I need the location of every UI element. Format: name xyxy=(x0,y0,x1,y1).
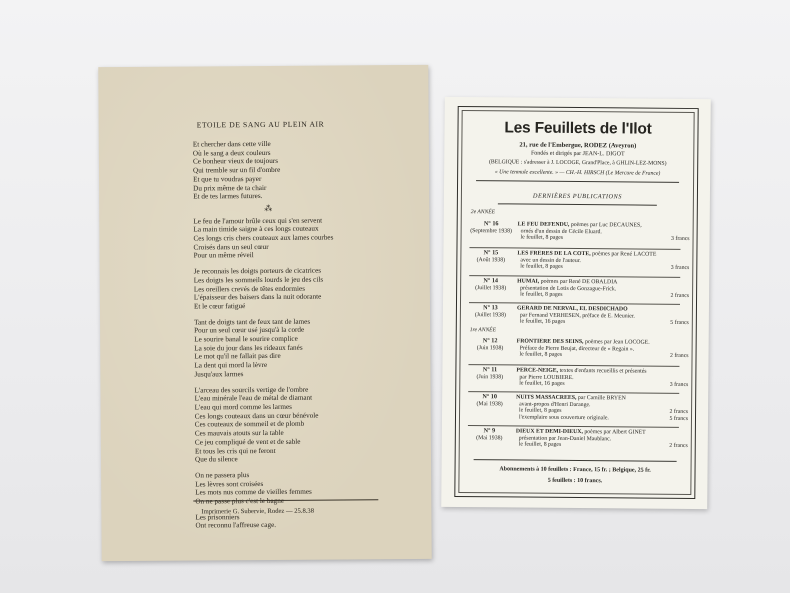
entry-format-line xyxy=(516,442,688,450)
poem-line: Pour un seul cœur usé jusqu'à la corde xyxy=(194,326,305,335)
poem-line: La dent qui mord la lèvre xyxy=(194,361,268,370)
entry-number xyxy=(467,250,514,264)
poem-line: Tant de doigts tant de feux tant de lames xyxy=(194,317,311,327)
poem-line: L'épaisseur des baisers dans la nuit odorante xyxy=(193,292,322,302)
entry-credit: Préface de Pierre Beujat, directeur de « Regain ». xyxy=(519,345,635,353)
entry-date: (Septembre 1938) xyxy=(470,227,512,235)
poem-sheet xyxy=(98,65,431,561)
poem-line: L'arceau des sourcils vertige de l'ombre xyxy=(194,385,309,395)
entry-title: HUMAI, xyxy=(517,278,540,285)
entry-price: 3 francs xyxy=(670,265,690,272)
entry-author: poèmes par Albert GINET xyxy=(582,429,646,436)
year-label: 1re ANNÉE xyxy=(469,327,497,334)
entry-price: 2 francs xyxy=(670,293,690,300)
poem-line: Le feu de l'amour brûle ceux qui s'en servent xyxy=(193,216,323,226)
entry-issue: N° 11 xyxy=(482,366,498,374)
entry-format: l'exemplaire sous couverture originale. xyxy=(518,414,609,422)
entry-body xyxy=(517,305,689,326)
entry-date: (Juillet 1938) xyxy=(474,311,506,318)
poem-line: Le sourire banal le sourire complice xyxy=(194,334,298,344)
poem-line: Ces longs cris chers couteaux aux lames courbes xyxy=(193,233,334,243)
poem-body xyxy=(193,139,416,538)
poem-line: Je reconnais les doigts porteurs de cicatrices xyxy=(193,266,322,276)
poem-stanza xyxy=(195,385,416,465)
catalog-founded: Fondés et dirigés par JEAN-L. DIGOT xyxy=(530,150,625,158)
year-label: 2e ANNÉE xyxy=(470,209,496,216)
entry-title: FRONTIERE DES SEINS, xyxy=(516,338,584,346)
catalog-address: 21, rue de l'Embergue, RODEZ (Aveyron) xyxy=(519,141,637,150)
entry-body xyxy=(517,250,689,271)
entry-date: (Juin 1938) xyxy=(476,344,504,351)
poem-line: Du prix même de ta chair xyxy=(193,183,267,193)
poem-title: ETOILE DE SANG AU PLEIN AIR xyxy=(196,119,325,130)
poem-line: Et tous les cris qui ne feront xyxy=(194,446,276,455)
poem-line: Ce bonheur vieux de toujours xyxy=(192,157,279,166)
entry-author: poèmes par Jean LOCOGE. xyxy=(583,339,650,346)
entry-format: le feuillet, 16 pages xyxy=(519,318,566,326)
entry-title: NUITS MASSACREES, xyxy=(516,394,577,402)
catalog-quote: « Une tenmule excellente. » — CH.-H. HIRSCH (Le Mercure de France) xyxy=(494,169,661,177)
entry-format: le feuillet, 8 pages xyxy=(519,407,562,415)
entry-number xyxy=(466,367,513,381)
entry-issue: N° 15 xyxy=(483,249,499,257)
entry-issue: N° 16 xyxy=(483,220,499,228)
poem-line: Et de tes larmes futures. xyxy=(193,192,263,201)
catalog-title: Les Feuillets de l'Ilot xyxy=(504,119,652,138)
entry-price: 3 francs xyxy=(669,382,689,389)
entry-author: textes d'enfants recueillis et présentés xyxy=(558,367,647,375)
entry-price: 2 francs xyxy=(669,409,689,416)
entry-body xyxy=(518,221,690,242)
entry-body xyxy=(516,394,688,422)
poem-line: Pour un même réveil xyxy=(193,251,254,260)
poem-line: Les oreillers crevés de têtes endormies xyxy=(193,284,306,294)
entry-date: (Juin 1938) xyxy=(476,373,504,380)
poem-line: L'eau minérale l'eau de métal de diamant xyxy=(194,393,313,403)
subscription-line: 5 feuillets : 10 francs. xyxy=(547,477,603,485)
poem-line: Où le sang a deux couleurs xyxy=(192,148,271,158)
poem-stanza xyxy=(194,317,414,379)
entry-credit: présentation de Lotis de Gonzague-Frick. xyxy=(520,285,617,292)
entry-format-line xyxy=(518,235,690,243)
catalog-frame xyxy=(454,106,698,499)
publication-entry xyxy=(467,305,689,335)
poem-line: On ne passe plus c'est le bagne xyxy=(195,496,285,506)
entry-author: poèmes par René LACOTE xyxy=(590,251,657,258)
catalog-belgium: (BELGIQUE : s'adresser à J. LOCOGE, Grand'Place, à GHLIN-LEZ-MONS) xyxy=(488,159,667,167)
entry-credit: par Pierre LOUBIERE. xyxy=(519,374,574,381)
entry-credit: ornés d'un dessin de Cécile Eluard. xyxy=(520,228,602,235)
entry-body xyxy=(517,278,689,299)
poem-line: Et chercher dans cette ville xyxy=(192,139,271,149)
poem-line: Ces mauvais atouts sur la table xyxy=(194,428,284,438)
entry-format-line xyxy=(517,264,689,272)
entry-format-line xyxy=(517,319,689,327)
poem-stanza xyxy=(193,216,413,261)
entry-number xyxy=(467,305,514,319)
entry-format-line xyxy=(517,352,689,360)
poem-line: Ces couteaux de sommeil et de plomb xyxy=(194,420,305,429)
poem-line: Croisés dans un seul cœur xyxy=(193,242,269,252)
poem-line: Que du silence xyxy=(194,455,238,464)
poem-line: Les mots nus comme de vieilles femmes xyxy=(195,487,312,497)
entry-number xyxy=(467,278,514,292)
entry-credit: présentation par Jean-Daniel Maublanc. xyxy=(518,435,612,442)
entry-credit: avant-propos d'Henri Darange. xyxy=(519,401,591,408)
subscription-line: Abonnements à 10 feuillets : France, 15 fr. ; Belgique, 25 fr. xyxy=(499,466,651,474)
entry-format: le feuillet, 8 pages xyxy=(519,351,563,359)
poem-stanza xyxy=(193,139,413,201)
entry-credit: par Fernand VERHESEN, préface de E. Meunier. xyxy=(519,312,635,320)
poem-line: Ce jeu compliqué de vent et de sable xyxy=(194,437,301,447)
entry-format-line xyxy=(516,414,688,422)
entry-author: par Camille BRYEN xyxy=(576,395,626,402)
entry-format-line xyxy=(517,292,689,300)
section-heading: DERNIÈRES PUBLICATIONS xyxy=(532,192,622,201)
entry-issue: N° 12 xyxy=(482,337,498,345)
entry-number xyxy=(466,394,513,408)
entry-format-line xyxy=(516,381,688,389)
entry-title: LE FEU DEFENDU, xyxy=(517,221,570,228)
entry-number xyxy=(466,428,513,442)
entry-date: (Juillet 1938) xyxy=(475,284,507,291)
imprint-line: Imprimerie G. Subervie, Rodez — 25.8.38 xyxy=(201,507,315,516)
entry-author: poèmes par René DE OBALDIA xyxy=(539,278,618,286)
entry-issue: N° 13 xyxy=(483,304,498,312)
entry-price: 2 francs xyxy=(669,353,689,360)
entry-title: PERCE-NEIGE, xyxy=(516,367,559,374)
entry-issue: N° 9 xyxy=(483,427,496,435)
entry-price: 2 francs xyxy=(669,443,688,450)
poem-line: Qui tremble sur un fil d'ombre xyxy=(192,165,281,175)
entry-price: 3 francs xyxy=(671,236,690,243)
poem-line: L'eau qui mord comme les larmes xyxy=(194,402,292,412)
poem-line: Les lèvres sont croisées xyxy=(195,479,264,489)
entry-format: le feuillet, 8 pages xyxy=(520,234,564,242)
entry-date: (Mai 1938) xyxy=(476,434,503,441)
publication-entry xyxy=(466,394,688,424)
entry-price: 5 francs xyxy=(669,415,689,422)
publication-entry xyxy=(466,428,688,458)
poem-line: Le mot qu'il ne fallait pas dire xyxy=(194,352,281,361)
entry-author: poèmes par Luc DECAUNES, xyxy=(569,221,642,229)
entry-issue: N° 14 xyxy=(483,277,499,285)
entry-number xyxy=(467,338,514,352)
poem-line: Et le cœur fatigué xyxy=(193,302,246,311)
entry-format: le feuillet, 8 pages xyxy=(518,441,562,449)
entry-title: GERARD DE NERVAL, EL DESDICHADO xyxy=(516,305,628,313)
entry-date: (Août 1938) xyxy=(476,256,506,263)
poem-line: La soie du jour dans les rideaux fanés xyxy=(194,343,303,353)
entry-price: 5 francs xyxy=(670,320,689,327)
entry-format: le feuillet, 16 pages xyxy=(519,380,565,388)
entry-title: DIEUX ET DEMI-DIEUX, xyxy=(515,428,583,436)
entry-credit: avec un dessin de l'auteur. xyxy=(520,257,581,264)
catalog-sheet xyxy=(441,97,711,509)
entry-format: le feuillet, 8 pages xyxy=(520,291,563,299)
poem-line: Les doigts les sommeils lourds le jeu des cils xyxy=(193,275,324,285)
stanza-separator: ⁂ xyxy=(264,203,273,213)
entry-title: LES FRERES DE LA COTE, xyxy=(517,250,591,258)
poem-line: Et que tu voudras payer xyxy=(193,174,262,184)
poem-line: Les prisonniers xyxy=(195,512,240,522)
entry-format: le feuillet, 8 pages xyxy=(520,263,563,271)
entry-number xyxy=(468,221,515,235)
entry-issue: N° 10 xyxy=(482,393,498,401)
poem-line: La main timide saigne à ces longs couteaux xyxy=(193,224,319,234)
poem-line: Ont reconnu l'affreuse cage. xyxy=(195,521,277,530)
entry-body xyxy=(516,428,688,449)
entry-date: (Mai 1938) xyxy=(476,400,503,407)
poem-line: On ne passera plus xyxy=(195,471,250,480)
poem-line: Jusqu'aux larmes xyxy=(194,370,244,379)
entry-body xyxy=(516,367,688,388)
entry-body xyxy=(517,338,689,359)
poem-stanza xyxy=(194,266,414,311)
poem-line: Ces longs couteaux dans un cœur bénévole xyxy=(194,411,319,421)
